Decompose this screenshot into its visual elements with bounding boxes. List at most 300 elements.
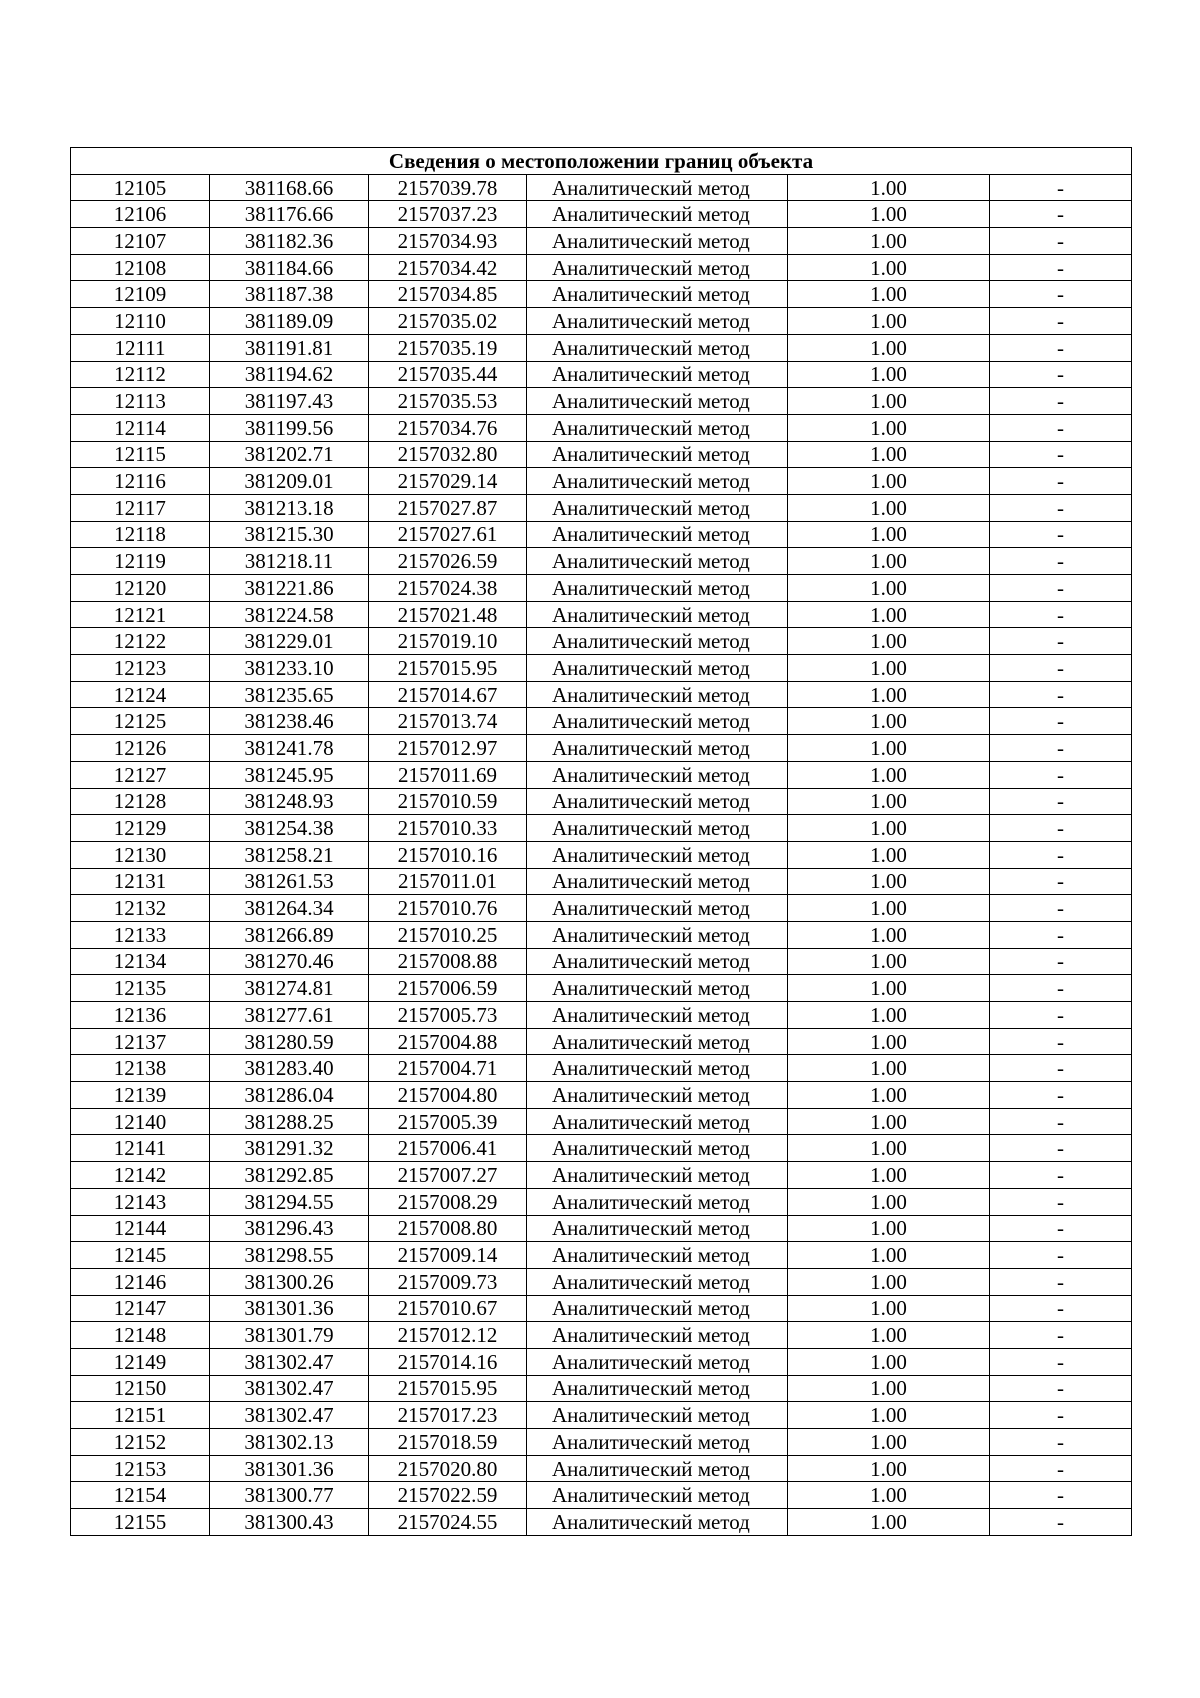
boundary-table <box>70 147 1132 1536</box>
x-coordinate-cell: 381302.47 <box>210 1402 369 1429</box>
table-row <box>71 308 1132 335</box>
table-row <box>71 655 1132 682</box>
accuracy-cell: 1.00 <box>788 1055 990 1082</box>
description-cell: - <box>990 361 1132 388</box>
accuracy-cell: 1.00 <box>788 1348 990 1375</box>
accuracy-cell: 1.00 <box>788 254 990 281</box>
method-cell: Аналитический метод <box>527 1295 788 1322</box>
point-number-cell: 12142 <box>71 1162 210 1189</box>
table-row <box>71 468 1132 495</box>
x-coordinate-cell: 381245.95 <box>210 761 369 788</box>
point-number-cell: 12105 <box>71 174 210 201</box>
x-coordinate-cell: 381213.18 <box>210 494 369 521</box>
y-coordinate-cell: 2157004.71 <box>369 1055 527 1082</box>
table-title: Сведения о местоположении границ объекта <box>71 148 1132 175</box>
method-cell: Аналитический метод <box>527 1509 788 1536</box>
description-cell: - <box>990 1242 1132 1269</box>
point-number-cell: 12144 <box>71 1215 210 1242</box>
y-coordinate-cell: 2157009.14 <box>369 1242 527 1269</box>
method-cell: Аналитический метод <box>527 868 788 895</box>
point-number-cell: 12128 <box>71 788 210 815</box>
method-cell: Аналитический метод <box>527 254 788 281</box>
description-cell: - <box>990 228 1132 255</box>
x-coordinate-cell: 381202.71 <box>210 441 369 468</box>
point-number-cell: 12120 <box>71 575 210 602</box>
method-cell: Аналитический метод <box>527 1402 788 1429</box>
description-cell: - <box>990 1482 1132 1509</box>
table-row <box>71 708 1132 735</box>
table-row <box>71 1162 1132 1189</box>
x-coordinate-cell: 381300.43 <box>210 1509 369 1536</box>
method-cell: Аналитический метод <box>527 1002 788 1029</box>
method-cell: Аналитический метод <box>527 1455 788 1482</box>
method-cell: Аналитический метод <box>527 281 788 308</box>
y-coordinate-cell: 2157012.12 <box>369 1322 527 1349</box>
method-cell: Аналитический метод <box>527 1322 788 1349</box>
point-number-cell: 12154 <box>71 1482 210 1509</box>
description-cell: - <box>990 788 1132 815</box>
point-number-cell: 12119 <box>71 548 210 575</box>
description-cell: - <box>990 601 1132 628</box>
table-body <box>71 174 1132 1535</box>
point-number-cell: 12130 <box>71 841 210 868</box>
method-cell: Аналитический метод <box>527 788 788 815</box>
point-number-cell: 12109 <box>71 281 210 308</box>
table-row <box>71 388 1132 415</box>
table-row <box>71 1509 1132 1536</box>
y-coordinate-cell: 2157008.88 <box>369 948 527 975</box>
point-number-cell: 12132 <box>71 895 210 922</box>
accuracy-cell: 1.00 <box>788 281 990 308</box>
accuracy-cell: 1.00 <box>788 1108 990 1135</box>
point-number-cell: 12150 <box>71 1375 210 1402</box>
x-coordinate-cell: 381294.55 <box>210 1188 369 1215</box>
x-coordinate-cell: 381238.46 <box>210 708 369 735</box>
point-number-cell: 12116 <box>71 468 210 495</box>
table-row <box>71 868 1132 895</box>
y-coordinate-cell: 2157006.59 <box>369 975 527 1002</box>
x-coordinate-cell: 381302.47 <box>210 1348 369 1375</box>
point-number-cell: 12118 <box>71 521 210 548</box>
y-coordinate-cell: 2157039.78 <box>369 174 527 201</box>
method-cell: Аналитический метод <box>527 921 788 948</box>
method-cell: Аналитический метод <box>527 1429 788 1456</box>
point-number-cell: 12147 <box>71 1295 210 1322</box>
x-coordinate-cell: 381266.89 <box>210 921 369 948</box>
table-row <box>71 788 1132 815</box>
accuracy-cell: 1.00 <box>788 1375 990 1402</box>
x-coordinate-cell: 381298.55 <box>210 1242 369 1269</box>
accuracy-cell: 1.00 <box>788 548 990 575</box>
point-number-cell: 12131 <box>71 868 210 895</box>
table-row <box>71 1108 1132 1135</box>
point-number-cell: 12127 <box>71 761 210 788</box>
table-row <box>71 1082 1132 1109</box>
y-coordinate-cell: 2157035.19 <box>369 334 527 361</box>
point-number-cell: 12107 <box>71 228 210 255</box>
point-number-cell: 12117 <box>71 494 210 521</box>
point-number-cell: 12155 <box>71 1509 210 1536</box>
description-cell: - <box>990 414 1132 441</box>
table-row <box>71 681 1132 708</box>
description-cell: - <box>990 841 1132 868</box>
y-coordinate-cell: 2157024.38 <box>369 575 527 602</box>
accuracy-cell: 1.00 <box>788 494 990 521</box>
accuracy-cell: 1.00 <box>788 708 990 735</box>
x-coordinate-cell: 381233.10 <box>210 655 369 682</box>
method-cell: Аналитический метод <box>527 841 788 868</box>
description-cell: - <box>990 681 1132 708</box>
description-cell: - <box>990 975 1132 1002</box>
point-number-cell: 12114 <box>71 414 210 441</box>
method-cell: Аналитический метод <box>527 1215 788 1242</box>
table-row <box>71 254 1132 281</box>
y-coordinate-cell: 2157035.44 <box>369 361 527 388</box>
accuracy-cell: 1.00 <box>788 681 990 708</box>
y-coordinate-cell: 2157010.33 <box>369 815 527 842</box>
point-number-cell: 12139 <box>71 1082 210 1109</box>
table-row <box>71 895 1132 922</box>
method-cell: Аналитический метод <box>527 1055 788 1082</box>
table-row <box>71 1135 1132 1162</box>
table-row <box>71 761 1132 788</box>
description-cell: - <box>990 494 1132 521</box>
table-row <box>71 334 1132 361</box>
x-coordinate-cell: 381292.85 <box>210 1162 369 1189</box>
table-row <box>71 815 1132 842</box>
y-coordinate-cell: 2157034.76 <box>369 414 527 441</box>
y-coordinate-cell: 2157011.69 <box>369 761 527 788</box>
accuracy-cell: 1.00 <box>788 761 990 788</box>
x-coordinate-cell: 381286.04 <box>210 1082 369 1109</box>
table-row <box>71 1322 1132 1349</box>
method-cell: Аналитический метод <box>527 601 788 628</box>
table-row <box>71 948 1132 975</box>
table-row <box>71 1215 1132 1242</box>
table-row <box>71 1055 1132 1082</box>
y-coordinate-cell: 2157037.23 <box>369 201 527 228</box>
method-cell: Аналитический метод <box>527 494 788 521</box>
x-coordinate-cell: 381291.32 <box>210 1135 369 1162</box>
description-cell: - <box>990 1348 1132 1375</box>
point-number-cell: 12134 <box>71 948 210 975</box>
point-number-cell: 12141 <box>71 1135 210 1162</box>
table-row <box>71 281 1132 308</box>
description-cell: - <box>990 388 1132 415</box>
y-coordinate-cell: 2157017.23 <box>369 1402 527 1429</box>
y-coordinate-cell: 2157014.67 <box>369 681 527 708</box>
description-cell: - <box>990 868 1132 895</box>
y-coordinate-cell: 2157014.16 <box>369 1348 527 1375</box>
description-cell: - <box>990 815 1132 842</box>
accuracy-cell: 1.00 <box>788 1028 990 1055</box>
point-number-cell: 12122 <box>71 628 210 655</box>
method-cell: Аналитический метод <box>527 361 788 388</box>
method-cell: Аналитический метод <box>527 388 788 415</box>
y-coordinate-cell: 2157032.80 <box>369 441 527 468</box>
y-coordinate-cell: 2157034.85 <box>369 281 527 308</box>
y-coordinate-cell: 2157010.67 <box>369 1295 527 1322</box>
method-cell: Аналитический метод <box>527 1482 788 1509</box>
table-row <box>71 414 1132 441</box>
x-coordinate-cell: 381288.25 <box>210 1108 369 1135</box>
point-number-cell: 12124 <box>71 681 210 708</box>
method-cell: Аналитический метод <box>527 334 788 361</box>
method-cell: Аналитический метод <box>527 735 788 762</box>
x-coordinate-cell: 381215.30 <box>210 521 369 548</box>
method-cell: Аналитический метод <box>527 708 788 735</box>
x-coordinate-cell: 381300.77 <box>210 1482 369 1509</box>
point-number-cell: 12133 <box>71 921 210 948</box>
y-coordinate-cell: 2157010.25 <box>369 921 527 948</box>
method-cell: Аналитический метод <box>527 548 788 575</box>
accuracy-cell: 1.00 <box>788 228 990 255</box>
point-number-cell: 12115 <box>71 441 210 468</box>
point-number-cell: 12126 <box>71 735 210 762</box>
accuracy-cell: 1.00 <box>788 1322 990 1349</box>
point-number-cell: 12137 <box>71 1028 210 1055</box>
description-cell: - <box>990 1295 1132 1322</box>
accuracy-cell: 1.00 <box>788 1295 990 1322</box>
table-row <box>71 361 1132 388</box>
point-number-cell: 12135 <box>71 975 210 1002</box>
accuracy-cell: 1.00 <box>788 655 990 682</box>
point-number-cell: 12121 <box>71 601 210 628</box>
point-number-cell: 12151 <box>71 1402 210 1429</box>
accuracy-cell: 1.00 <box>788 1402 990 1429</box>
description-cell: - <box>990 948 1132 975</box>
table-row <box>71 1028 1132 1055</box>
y-coordinate-cell: 2157027.87 <box>369 494 527 521</box>
table-header-row <box>71 148 1132 175</box>
description-cell: - <box>990 1375 1132 1402</box>
method-cell: Аналитический метод <box>527 628 788 655</box>
accuracy-cell: 1.00 <box>788 601 990 628</box>
point-number-cell: 12125 <box>71 708 210 735</box>
x-coordinate-cell: 381218.11 <box>210 548 369 575</box>
method-cell: Аналитический метод <box>527 1082 788 1109</box>
method-cell: Аналитический метод <box>527 1242 788 1269</box>
method-cell: Аналитический метод <box>527 441 788 468</box>
table-row <box>71 441 1132 468</box>
description-cell: - <box>990 1108 1132 1135</box>
method-cell: Аналитический метод <box>527 521 788 548</box>
x-coordinate-cell: 381189.09 <box>210 308 369 335</box>
y-coordinate-cell: 2157007.27 <box>369 1162 527 1189</box>
point-number-cell: 12108 <box>71 254 210 281</box>
table-row <box>71 735 1132 762</box>
y-coordinate-cell: 2157034.93 <box>369 228 527 255</box>
point-number-cell: 12111 <box>71 334 210 361</box>
x-coordinate-cell: 381248.93 <box>210 788 369 815</box>
x-coordinate-cell: 381274.81 <box>210 975 369 1002</box>
accuracy-cell: 1.00 <box>788 575 990 602</box>
accuracy-cell: 1.00 <box>788 414 990 441</box>
table-row <box>71 1402 1132 1429</box>
description-cell: - <box>990 521 1132 548</box>
x-coordinate-cell: 381241.78 <box>210 735 369 762</box>
table-row <box>71 521 1132 548</box>
y-coordinate-cell: 2157021.48 <box>369 601 527 628</box>
accuracy-cell: 1.00 <box>788 361 990 388</box>
point-number-cell: 12129 <box>71 815 210 842</box>
description-cell: - <box>990 708 1132 735</box>
accuracy-cell: 1.00 <box>788 975 990 1002</box>
table-row <box>71 575 1132 602</box>
description-cell: - <box>990 1402 1132 1429</box>
x-coordinate-cell: 381221.86 <box>210 575 369 602</box>
accuracy-cell: 1.00 <box>788 441 990 468</box>
description-cell: - <box>990 1215 1132 1242</box>
method-cell: Аналитический метод <box>527 228 788 255</box>
method-cell: Аналитический метод <box>527 948 788 975</box>
x-coordinate-cell: 381184.66 <box>210 254 369 281</box>
y-coordinate-cell: 2157027.61 <box>369 521 527 548</box>
table-row <box>71 1188 1132 1215</box>
y-coordinate-cell: 2157010.16 <box>369 841 527 868</box>
description-cell: - <box>990 308 1132 335</box>
x-coordinate-cell: 381224.58 <box>210 601 369 628</box>
accuracy-cell: 1.00 <box>788 308 990 335</box>
accuracy-cell: 1.00 <box>788 1162 990 1189</box>
point-number-cell: 12136 <box>71 1002 210 1029</box>
description-cell: - <box>990 655 1132 682</box>
method-cell: Аналитический метод <box>527 575 788 602</box>
y-coordinate-cell: 2157011.01 <box>369 868 527 895</box>
table-row <box>71 628 1132 655</box>
point-number-cell: 12146 <box>71 1268 210 1295</box>
accuracy-cell: 1.00 <box>788 895 990 922</box>
table-row <box>71 174 1132 201</box>
accuracy-cell: 1.00 <box>788 735 990 762</box>
point-number-cell: 12143 <box>71 1188 210 1215</box>
point-number-cell: 12140 <box>71 1108 210 1135</box>
x-coordinate-cell: 381264.34 <box>210 895 369 922</box>
description-cell: - <box>990 1188 1132 1215</box>
method-cell: Аналитический метод <box>527 201 788 228</box>
x-coordinate-cell: 381301.36 <box>210 1455 369 1482</box>
description-cell: - <box>990 1509 1132 1536</box>
y-coordinate-cell: 2157035.53 <box>369 388 527 415</box>
accuracy-cell: 1.00 <box>788 521 990 548</box>
x-coordinate-cell: 381229.01 <box>210 628 369 655</box>
table-row <box>71 1348 1132 1375</box>
point-number-cell: 12110 <box>71 308 210 335</box>
accuracy-cell: 1.00 <box>788 868 990 895</box>
table-row <box>71 1482 1132 1509</box>
x-coordinate-cell: 381277.61 <box>210 1002 369 1029</box>
accuracy-cell: 1.00 <box>788 628 990 655</box>
table-row <box>71 228 1132 255</box>
y-coordinate-cell: 2157022.59 <box>369 1482 527 1509</box>
description-cell: - <box>990 628 1132 655</box>
description-cell: - <box>990 1135 1132 1162</box>
method-cell: Аналитический метод <box>527 1375 788 1402</box>
x-coordinate-cell: 381197.43 <box>210 388 369 415</box>
x-coordinate-cell: 381235.65 <box>210 681 369 708</box>
x-coordinate-cell: 381182.36 <box>210 228 369 255</box>
x-coordinate-cell: 381187.38 <box>210 281 369 308</box>
y-coordinate-cell: 2157015.95 <box>369 1375 527 1402</box>
accuracy-cell: 1.00 <box>788 1242 990 1269</box>
accuracy-cell: 1.00 <box>788 815 990 842</box>
y-coordinate-cell: 2157020.80 <box>369 1455 527 1482</box>
point-number-cell: 12153 <box>71 1455 210 1482</box>
accuracy-cell: 1.00 <box>788 1268 990 1295</box>
method-cell: Аналитический метод <box>527 975 788 1002</box>
x-coordinate-cell: 381296.43 <box>210 1215 369 1242</box>
accuracy-cell: 1.00 <box>788 921 990 948</box>
accuracy-cell: 1.00 <box>788 388 990 415</box>
method-cell: Аналитический метод <box>527 1108 788 1135</box>
y-coordinate-cell: 2157018.59 <box>369 1429 527 1456</box>
x-coordinate-cell: 381194.62 <box>210 361 369 388</box>
point-number-cell: 12145 <box>71 1242 210 1269</box>
accuracy-cell: 1.00 <box>788 1188 990 1215</box>
y-coordinate-cell: 2157015.95 <box>369 655 527 682</box>
x-coordinate-cell: 381176.66 <box>210 201 369 228</box>
x-coordinate-cell: 381254.38 <box>210 815 369 842</box>
accuracy-cell: 1.00 <box>788 1002 990 1029</box>
accuracy-cell: 1.00 <box>788 1455 990 1482</box>
table-row <box>71 1429 1132 1456</box>
y-coordinate-cell: 2157035.02 <box>369 308 527 335</box>
y-coordinate-cell: 2157008.80 <box>369 1215 527 1242</box>
accuracy-cell: 1.00 <box>788 948 990 975</box>
description-cell: - <box>990 201 1132 228</box>
y-coordinate-cell: 2157024.55 <box>369 1509 527 1536</box>
x-coordinate-cell: 381302.13 <box>210 1429 369 1456</box>
accuracy-cell: 1.00 <box>788 468 990 495</box>
y-coordinate-cell: 2157010.59 <box>369 788 527 815</box>
method-cell: Аналитический метод <box>527 655 788 682</box>
method-cell: Аналитический метод <box>527 1268 788 1295</box>
method-cell: Аналитический метод <box>527 468 788 495</box>
method-cell: Аналитический метод <box>527 1188 788 1215</box>
description-cell: - <box>990 1028 1132 1055</box>
table-row <box>71 1002 1132 1029</box>
y-coordinate-cell: 2157013.74 <box>369 708 527 735</box>
method-cell: Аналитический метод <box>527 414 788 441</box>
x-coordinate-cell: 381270.46 <box>210 948 369 975</box>
description-cell: - <box>990 1055 1132 1082</box>
description-cell: - <box>990 1322 1132 1349</box>
method-cell: Аналитический метод <box>527 761 788 788</box>
description-cell: - <box>990 441 1132 468</box>
accuracy-cell: 1.00 <box>788 1482 990 1509</box>
y-coordinate-cell: 2157006.41 <box>369 1135 527 1162</box>
table-row <box>71 548 1132 575</box>
x-coordinate-cell: 381280.59 <box>210 1028 369 1055</box>
table-row <box>71 921 1132 948</box>
x-coordinate-cell: 381199.56 <box>210 414 369 441</box>
y-coordinate-cell: 2157005.73 <box>369 1002 527 1029</box>
description-cell: - <box>990 1455 1132 1482</box>
description-cell: - <box>990 174 1132 201</box>
point-number-cell: 12138 <box>71 1055 210 1082</box>
method-cell: Аналитический метод <box>527 1162 788 1189</box>
x-coordinate-cell: 381261.53 <box>210 868 369 895</box>
table-row <box>71 494 1132 521</box>
table-row <box>71 1375 1132 1402</box>
table-row <box>71 975 1132 1002</box>
description-cell: - <box>990 1162 1132 1189</box>
accuracy-cell: 1.00 <box>788 1135 990 1162</box>
description-cell: - <box>990 735 1132 762</box>
description-cell: - <box>990 334 1132 361</box>
table-row <box>71 1295 1132 1322</box>
description-cell: - <box>990 895 1132 922</box>
